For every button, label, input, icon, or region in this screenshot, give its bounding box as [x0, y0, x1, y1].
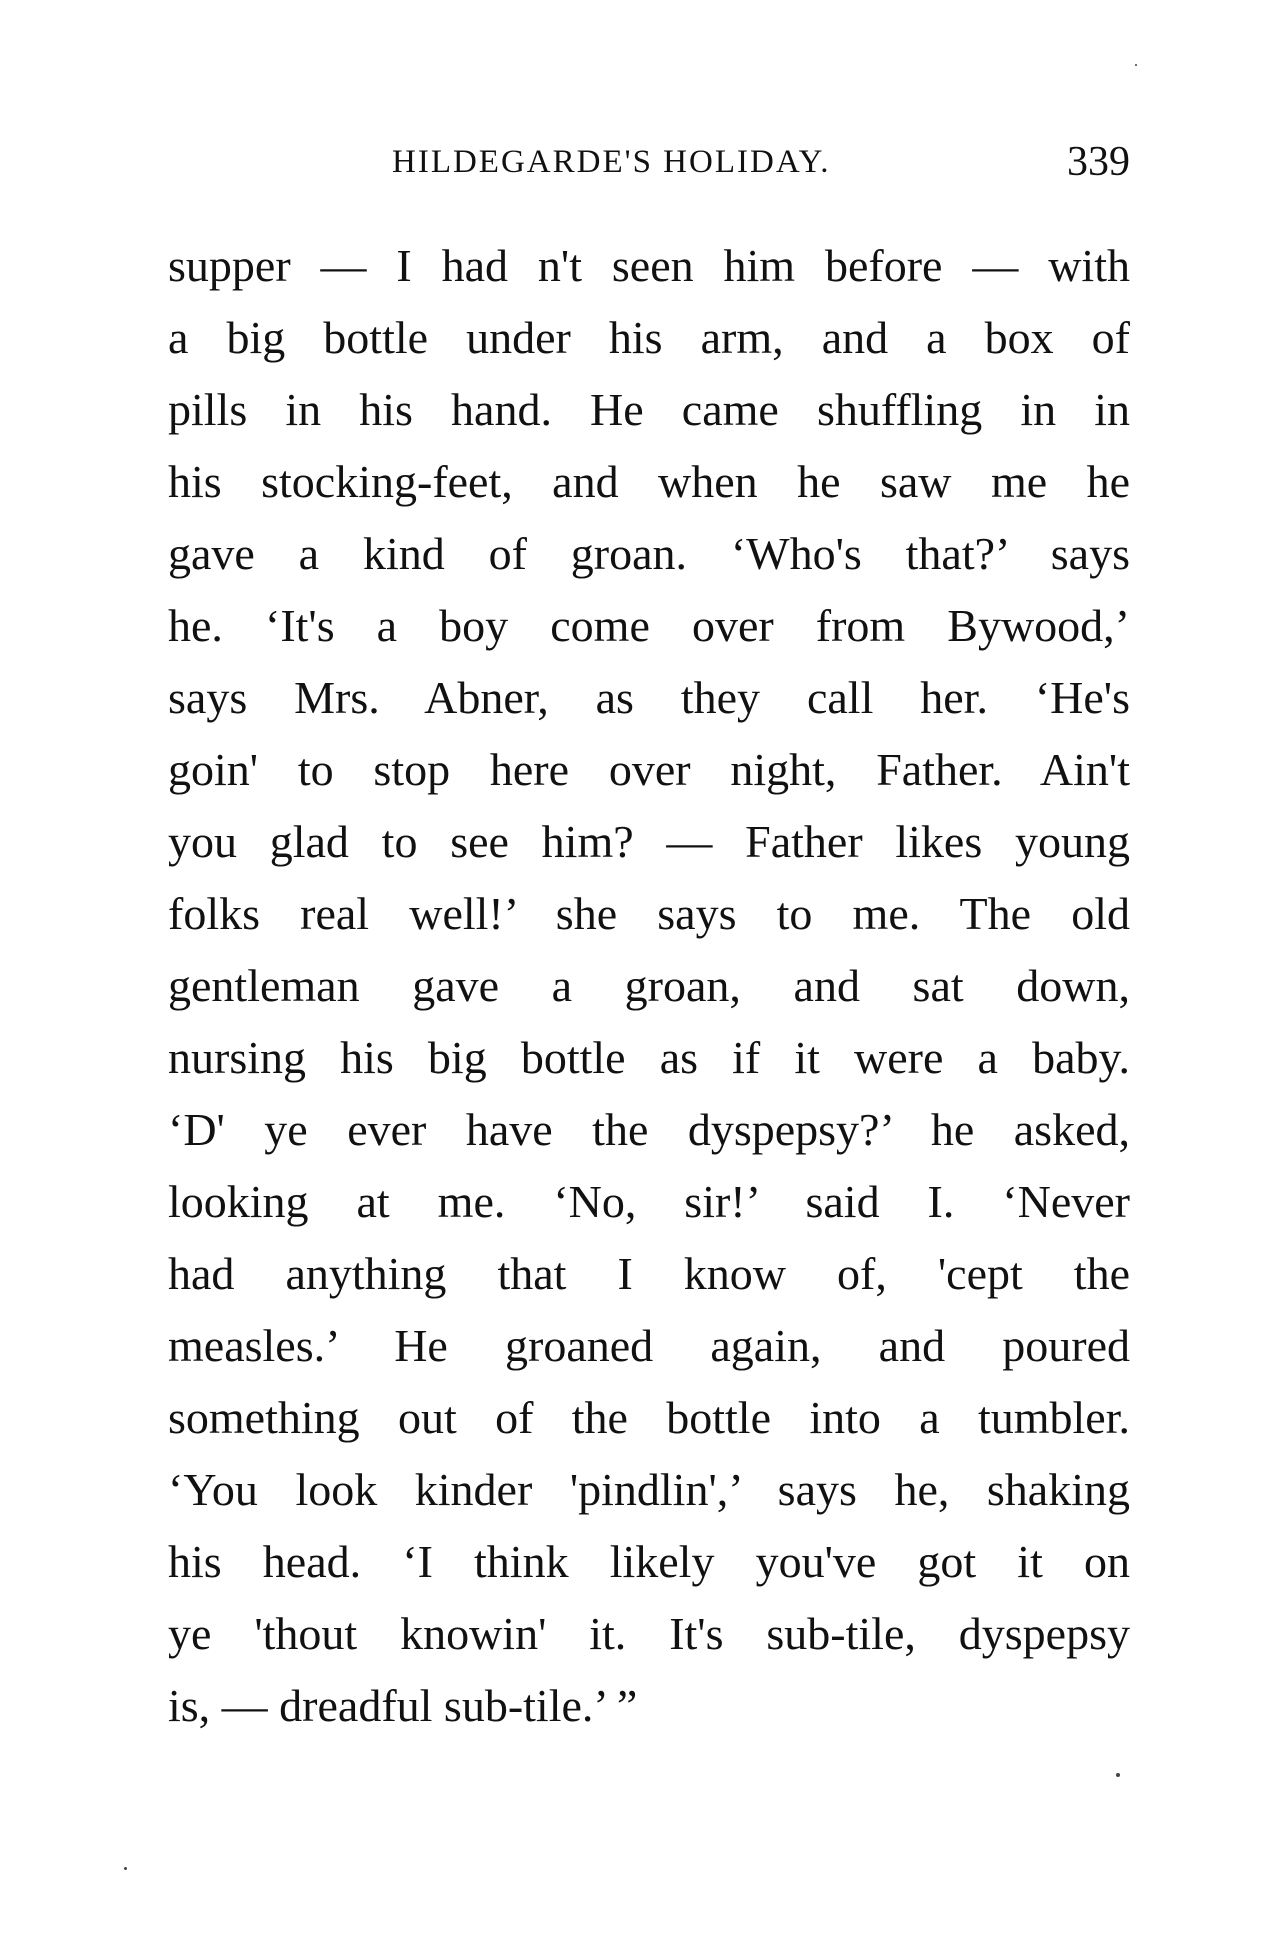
running-title: HILDEGARDE'S HOLIDAY. [392, 144, 831, 180]
text-line: ‘D' ye ever have the dyspepsy?’ he asked, [168, 1104, 1130, 1155]
text-line: a big bottle under his arm, and a box of [168, 312, 1130, 363]
text-line: something out of the bottle into a tumbler. [168, 1392, 1130, 1443]
text-line: he. ‘It's a boy come over from Bywood,’ [168, 600, 1130, 651]
text-line: nursing his big bottle as if it were a baby. [168, 1032, 1130, 1083]
text-line: folks real well!’ she says to me. The old [168, 888, 1130, 939]
page-number: 339 [1067, 139, 1130, 185]
text-line: his stocking-feet, and when he saw me he [168, 456, 1130, 507]
text-line: gentleman gave a groan, and sat down, [168, 960, 1130, 1011]
running-head [168, 138, 1130, 194]
text-line: looking at me. ‘No, sir!’ said I. ‘Never [168, 1176, 1130, 1227]
paper-speck [1135, 64, 1137, 66]
text-line: you glad to see him? — Father likes young [168, 816, 1130, 867]
body-text [168, 230, 1130, 1742]
text-line: supper — I had n't seen him before — with [168, 240, 1130, 291]
text-line: his head. ‘I think likely you've got it on [168, 1536, 1130, 1587]
text-line: measles.’ He groaned again, and poured [168, 1320, 1130, 1371]
paper-speck [124, 1867, 127, 1870]
paper-speck [1116, 1773, 1120, 1777]
text-line: goin' to stop here over night, Father. Ain't [168, 744, 1130, 795]
text-line: had anything that I know of, 'cept the [168, 1248, 1130, 1299]
text-line: pills in his hand. He came shuffling in in [168, 384, 1130, 435]
text-line: ye 'thout knowin' it. It's sub-tile, dyspepsy [168, 1608, 1130, 1659]
text-line: gave a kind of groan. ‘Who's that?’ says [168, 528, 1130, 579]
text-line: says Mrs. Abner, as they call her. ‘He's [168, 672, 1130, 723]
text-line: ‘You look kinder 'pindlin',’ says he, shaking [168, 1464, 1130, 1515]
text-line: is, — dreadful sub-tile.’ ” [168, 1680, 638, 1731]
